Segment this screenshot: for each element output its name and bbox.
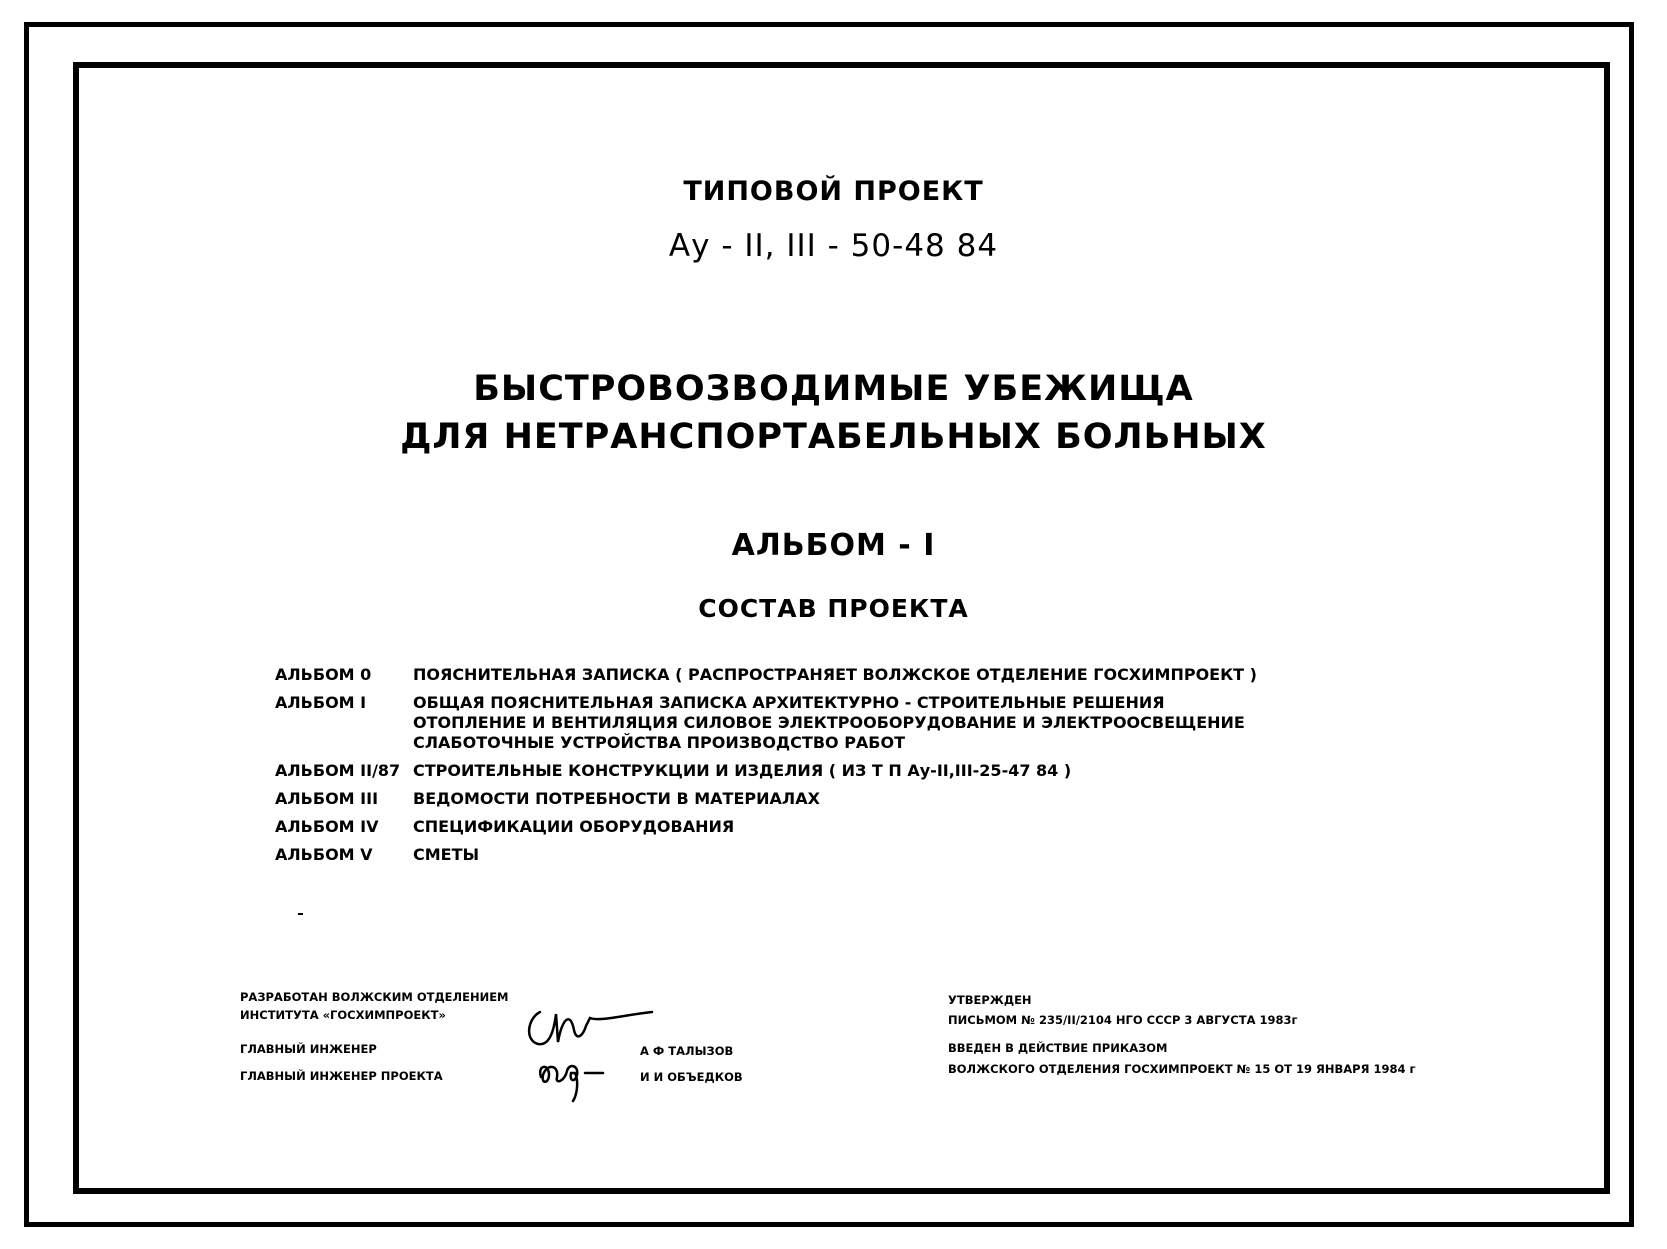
contents-album-label: АЛЬБОМ IV — [275, 817, 379, 836]
chief-engineer-name: А Ф ТАЛЫЗОВ — [640, 1044, 734, 1058]
approval-line-1: УТВЕРЖДЕН — [948, 993, 1032, 1007]
chief-engineer-signature — [520, 1000, 660, 1060]
contents-description — [413, 817, 734, 837]
album-label: АЛЬБОМ - I — [731, 528, 936, 563]
title-line-2: ДЛЯ НЕТРАНСПОРТАБЕЛЬНЫХ БОЛЬНЫХ — [400, 417, 1267, 457]
contents-line: СЛАБОТОЧНЫЕ УСТРОЙСТВА ПРОИЗВОДСТВО РАБОТ — [413, 733, 906, 752]
contents-line: ОБЩАЯ ПОЯСНИТЕЛЬНАЯ ЗАПИСКА АРХИТЕКТУРНО - СТРОИТЕЛЬНЫЕ РЕШЕНИЯ — [413, 693, 1165, 712]
contents-row — [275, 789, 1257, 809]
contents-list — [275, 665, 1257, 873]
stray-dash-mark — [298, 913, 303, 915]
approval-line-2: ПИСЬМОМ № 235/II/2104 НГО СССР 3 АВГУСТА 1983г — [948, 1013, 1298, 1027]
contents-description — [413, 845, 479, 865]
contents-description — [413, 693, 1245, 753]
contents-description — [413, 665, 1257, 685]
developer-line-2: ИНСТИТУТА «ГОСХИМПРОЕКТ» — [240, 1008, 446, 1022]
contents-line: ВЕДОМОСТИ ПОТРЕБНОСТИ В МАТЕРИАЛАХ — [413, 789, 820, 808]
chief-engineer-role: ГЛАВНЫЙ ИНЖЕНЕР — [240, 1042, 377, 1056]
contents-row — [275, 845, 1257, 865]
contents-line: ОТОПЛЕНИЕ И ВЕНТИЛЯЦИЯ СИЛОВОЕ ЭЛЕКТРООБОРУДОВАНИЕ И ЭЛЕКТРООСВЕЩЕНИЕ — [413, 713, 1245, 732]
contents-heading: СОСТАВ ПРОЕКТА — [698, 594, 969, 623]
project-engineer-signature — [535, 1055, 625, 1105]
developer-line-1: РАЗРАБОТАН ВОЛЖСКИМ ОТДЕЛЕНИЕМ — [240, 990, 509, 1004]
contents-line: СМЕТЫ — [413, 845, 480, 864]
contents-line: СТРОИТЕЛЬНЫЕ КОНСТРУКЦИИ И ИЗДЕЛИЯ ( ИЗ Т П Ау-II,III-25-47 84 ) — [413, 761, 1072, 780]
contents-album-label: АЛЬБОМ III — [275, 789, 379, 808]
contents-row — [275, 761, 1257, 781]
project-title — [0, 365, 1667, 461]
contents-description — [413, 789, 820, 809]
contents-row — [275, 665, 1257, 685]
approval-line-4: ВОЛЖСКОГО ОТДЕЛЕНИЯ ГОСХИМПРОЕКТ № 15 ОТ 19 ЯНВАРЯ 1984 г — [948, 1062, 1416, 1076]
approval-line-3: ВВЕДЕН В ДЕЙСТВИЕ ПРИКАЗОМ — [948, 1041, 1168, 1055]
contents-album-label: АЛЬБОМ 0 — [275, 665, 372, 684]
contents-description — [413, 761, 1071, 781]
contents-line: ПОЯСНИТЕЛЬНАЯ ЗАПИСКА ( РАСПРОСТРАНЯЕТ ВОЛЖСКОЕ ОТДЕЛЕНИЕ ГОСХИМПРОЕКТ ) — [413, 665, 1257, 684]
project-engineer-name: И И ОБЪЕДКОВ — [640, 1070, 743, 1084]
contents-row — [275, 817, 1257, 837]
doc-code: Ау - II, III - 50-48 84 — [668, 228, 999, 264]
title-line-1: БЫСТРОВОЗВОДИМЫЕ УБЕЖИЩА — [473, 369, 1194, 409]
contents-line: СПЕЦИФИКАЦИИ ОБОРУДОВАНИЯ — [413, 817, 735, 836]
project-engineer-role: ГЛАВНЫЙ ИНЖЕНЕР ПРОЕКТА — [240, 1069, 443, 1083]
contents-album-label: АЛЬБОМ V — [275, 845, 373, 864]
doc-type: ТИПОВОЙ ПРОЕКТ — [683, 176, 984, 207]
contents-row — [275, 693, 1257, 753]
contents-album-label: АЛЬБОМ I — [275, 693, 367, 712]
contents-album-label: АЛЬБОМ II/87 — [275, 761, 401, 780]
